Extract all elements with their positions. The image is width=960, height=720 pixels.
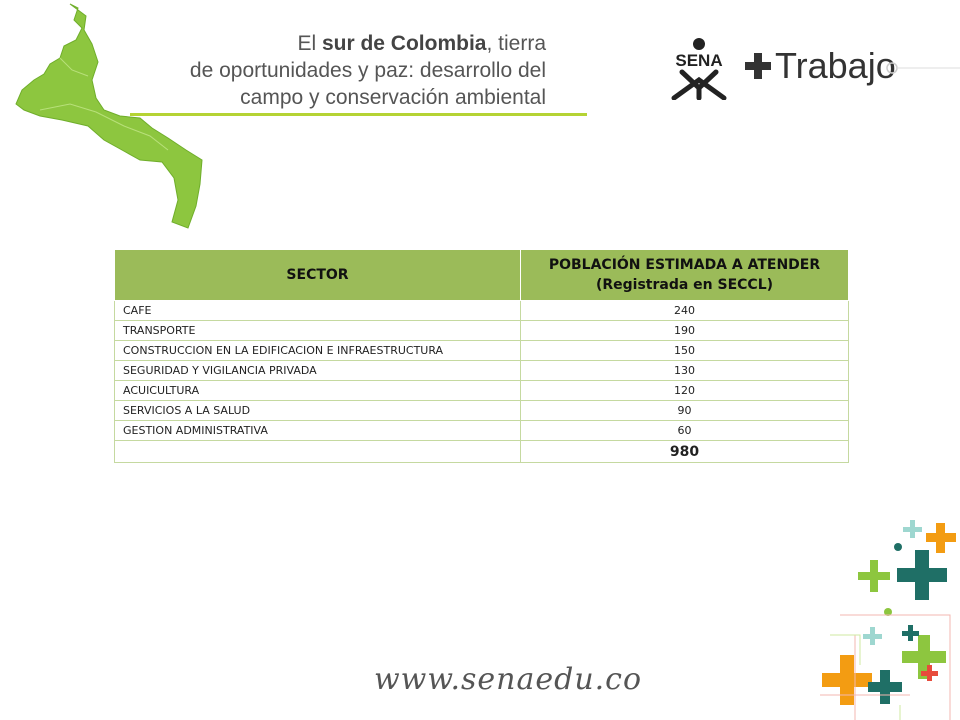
title-bold-text: sur de Colombia [321,32,487,55]
decorative-line [885,58,960,78]
col-header-population-line1: POBLACIÓN ESTIMADA A ATENDER [548,257,821,273]
brand-trabajo [745,42,896,90]
value-cell: 150 [521,341,849,361]
table-header-row [115,250,849,301]
title-line-3: campo y conservación ambiental [240,86,546,109]
sector-cell: CONSTRUCCION EN LA EDIFICACION E INFRAESTRUCTURA [115,341,521,361]
logo-text: SENA [675,51,723,70]
sector-cell: SEGURIDAD Y VIGILANCIA PRIVADA [115,361,521,381]
sector-cell: SERVICIOS A LA SALUD [115,401,521,421]
value-cell: 90 [521,401,849,421]
col-header-population [521,250,849,301]
value-cell: 130 [521,361,849,381]
sector-cell: GESTION ADMINISTRATIVA [115,421,521,441]
slide-title [190,30,546,111]
table-row [115,321,849,341]
table-row [115,301,849,321]
sector-cell: ACUICULTURA [115,381,521,401]
sector-table [114,249,849,463]
value-cell: 240 [521,301,849,321]
table-total-row [115,441,849,463]
table-row [115,381,849,401]
title-text: El [297,32,322,55]
plus-icon [745,53,771,79]
sector-cell: TRANSPORTE [115,321,521,341]
sena-logo-icon [664,36,734,100]
col-header-sector: SECTOR [115,250,521,301]
col-header-population-line2: (Registrada en SECCL) [595,277,774,293]
table-row [115,401,849,421]
footer-url: www.senaedu.co [374,662,643,697]
title-underline [130,113,587,116]
brand-name: Trabajo [775,45,896,86]
total-label-cell [115,441,521,463]
value-cell: 120 [521,381,849,401]
decorative-plus-pattern [800,515,960,720]
value-cell: 190 [521,321,849,341]
table-row [115,341,849,361]
table-row [115,421,849,441]
title-line-2: de oportunidades y paz: desarrollo del [189,59,546,82]
total-value-cell: 980 [521,441,849,463]
table-row [115,361,849,381]
colombia-south-map [0,0,215,235]
sector-cell: CAFE [115,301,521,321]
title-text-end: , tierra [486,32,546,55]
value-cell: 60 [521,421,849,441]
